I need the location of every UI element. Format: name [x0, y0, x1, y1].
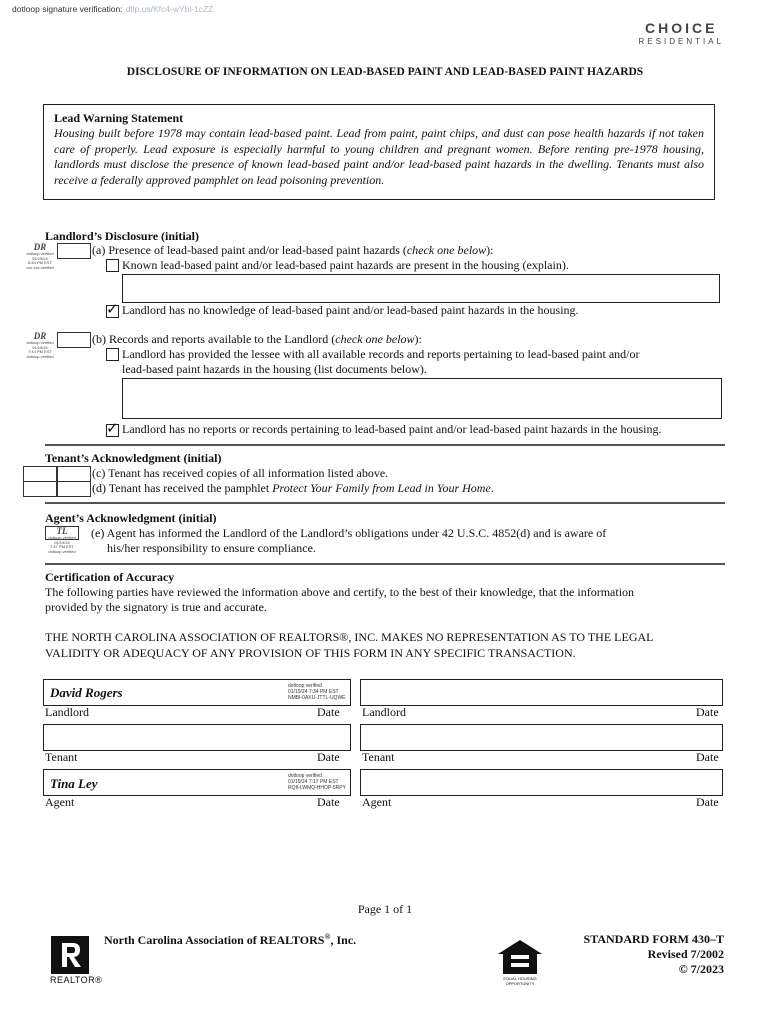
- verification-link[interactable]: dtlp.us/Kfc4-wYbl-1cZZ: [125, 4, 214, 14]
- certification-text-2: provided by the signatory is true and accurate.: [45, 600, 267, 614]
- brand-subtitle: RESIDENTIAL: [638, 37, 724, 46]
- initial-field[interactable]: [57, 332, 91, 348]
- label-date: Date: [696, 795, 719, 809]
- label-agent: Agent: [362, 795, 392, 809]
- checkbox-no-knowledge[interactable]: [106, 302, 119, 318]
- dotloop-verification: dotloop verified 01/19/24 7:17 PM EST RQII-LWMQ-HHOP-5RPY: [288, 773, 346, 791]
- landlord-signature: David Rogers: [50, 685, 123, 700]
- tenant-2-signature-field[interactable]: [360, 724, 723, 751]
- checkbox-no-records[interactable]: [106, 421, 119, 437]
- landlord-initials-a: [23, 243, 91, 271]
- certification-heading: Certification of Accuracy: [45, 570, 175, 584]
- tenant-signature-field[interactable]: [43, 724, 351, 751]
- realtor-logo: [50, 935, 103, 987]
- checkbox-known-hazards[interactable]: [106, 259, 119, 272]
- option-no-records: Landlord has no reports or records pertaining to lead-based paint and/or lead-based paint hazards in the housing.: [122, 422, 662, 436]
- label-tenant: Tenant: [362, 750, 395, 764]
- divider: [45, 444, 725, 446]
- item-c: (c) Tenant has received copies of all information listed above.: [92, 466, 389, 480]
- landlord-disclosure-heading: Landlord’s Disclosure (initial): [45, 229, 200, 243]
- tenant-initials-d: [23, 481, 91, 497]
- dotloop-stamp: TL dotloop verified 01/19/24 7:47 PM EST dotloop verified: [48, 526, 76, 554]
- agent-acknowledgment-heading: Agent’s Acknowledgment (initial): [45, 511, 217, 525]
- item-d: (d) Tenant has received the pamphlet Protect Your Family from Lead in Your Home.: [92, 481, 494, 495]
- agent-signature-field[interactable]: [43, 769, 351, 796]
- agent-signature: Tina Ley: [50, 776, 98, 791]
- item-b: (b) Records and reports available to the Landlord (check one below):: [92, 332, 422, 346]
- option-known-hazards: Known lead-based paint and/or lead-based paint hazards are present in the housing (explain).: [122, 258, 569, 272]
- tenant-acknowledgment-heading: Tenant’s Acknowledgment (initial): [45, 451, 222, 465]
- lead-warning-box: [43, 104, 715, 200]
- label-date: Date: [317, 705, 340, 719]
- checkmark-icon: ✓: [106, 302, 119, 318]
- initial-field[interactable]: [57, 466, 91, 482]
- explain-field[interactable]: [122, 274, 720, 303]
- checkbox-records-provided[interactable]: [106, 348, 119, 361]
- form-revised: Revised 7/2002: [647, 947, 724, 961]
- equal-housing-logo: [497, 939, 545, 987]
- agent-initials: [45, 526, 81, 554]
- disclaimer-1: THE NORTH CAROLINA ASSOCIATION OF REALTORS®, INC. MAKES NO REPRESENTATION AS TO THE LEGAL: [45, 630, 654, 644]
- label-date: Date: [317, 795, 340, 809]
- brand-name: CHOICE: [645, 20, 718, 36]
- form-info: [584, 932, 724, 977]
- form-copyright: © 7/2023: [678, 962, 724, 976]
- equal-housing-text: EQUAL HOUSING OPPORTUNITY: [503, 976, 537, 986]
- divider: [45, 563, 725, 565]
- initial-field[interactable]: [23, 481, 57, 497]
- label-tenant: Tenant: [45, 750, 78, 764]
- landlord-2-signature-field[interactable]: [360, 679, 723, 706]
- label-agent: Agent: [45, 795, 75, 809]
- checkmark-icon: ✓: [106, 421, 119, 437]
- lead-warning-heading: Lead Warning Statement: [54, 111, 184, 125]
- label-landlord: Landlord: [362, 705, 406, 719]
- item-a: (a) Presence of lead-based paint and/or lead-based paint hazards (check one below):: [92, 243, 494, 257]
- association-name: North Carolina Association of REALTORS®, Inc.: [104, 932, 357, 947]
- document-title: DISCLOSURE OF INFORMATION ON LEAD-BASED PAINT AND LEAD-BASED PAINT HAZARDS: [126, 66, 644, 78]
- item-e-1: (e) Agent has informed the Landlord of the Landlord’s obligations under 42 U.S.C. 4852(d) and is aware of: [91, 526, 607, 540]
- disclaimer-2: VALIDITY OR ADEQUACY OF ANY PROVISION OF THIS FORM IN ANY SPECIFIC TRANSACTION.: [45, 646, 576, 660]
- signature-verification-bar: [12, 4, 213, 14]
- dotloop-stamp: DR dotloop verified 01/19/24 7:44 PM EST dotloop verified: [26, 331, 54, 359]
- equal-housing-icon: [497, 939, 543, 975]
- verification-label: dotloop signature verification:: [12, 4, 123, 14]
- page-number: Page 1 of 1: [357, 902, 413, 916]
- realtor-logo-text: REALTOR®: [50, 975, 103, 985]
- option-no-knowledge: Landlord has no knowledge of lead-based paint and/or lead-based paint hazards in the housing.: [122, 303, 579, 317]
- option-records-provided-2: lead-based paint hazards in the housing (list documents below).: [122, 362, 427, 376]
- dotloop-stamp: DR dotloop verified 01/19/24 8:44 PM EST xxx-xxx-verified: [26, 242, 54, 270]
- documents-list-field[interactable]: [122, 378, 722, 419]
- dotloop-verification: dotloop verified 01/19/24 7:34 PM EST NMBI-0AXU-JTTL-UQWE: [288, 683, 346, 701]
- label-date: Date: [696, 705, 719, 719]
- form-number: STANDARD FORM 430–T: [583, 932, 724, 946]
- initial-field[interactable]: [23, 466, 57, 482]
- initial-field[interactable]: [57, 481, 91, 497]
- agent-2-signature-field[interactable]: [360, 769, 723, 796]
- brand-logo: [639, 20, 724, 46]
- tenant-initials-c: [23, 466, 91, 482]
- item-e-2: his/her responsibility to ensure compliance.: [107, 541, 316, 555]
- certification-text-1: The following parties have reviewed the information above and certify, to the best of their knowledge, that the information: [45, 585, 635, 599]
- label-date: Date: [317, 750, 340, 764]
- landlord-signature-field[interactable]: [43, 679, 351, 706]
- divider: [45, 502, 725, 504]
- option-records-provided-1: Landlord has provided the lessee with all available records and reports pertaining to lead-based paint and/or: [122, 347, 640, 361]
- lead-warning-text: Housing built before 1978 may contain lead-based paint. Lead from paint, paint chips, and dust can pose health hazards if not taken care of properly. Lead exposure is especially harmful to young children and pregnant women. Before renting pre-1978 housing, landlords must disclose the presence of known lead-based paint and/or lead-based paint hazards in the dwelling. Tenants must also receive a federally approved pamphlet on lead poisoning prevention.: [54, 126, 704, 187]
- label-date: Date: [696, 750, 719, 764]
- label-landlord: Landlord: [45, 705, 89, 719]
- initial-field[interactable]: [57, 243, 91, 259]
- realtor-r-icon: [50, 935, 90, 975]
- landlord-initials-b: [23, 332, 91, 360]
